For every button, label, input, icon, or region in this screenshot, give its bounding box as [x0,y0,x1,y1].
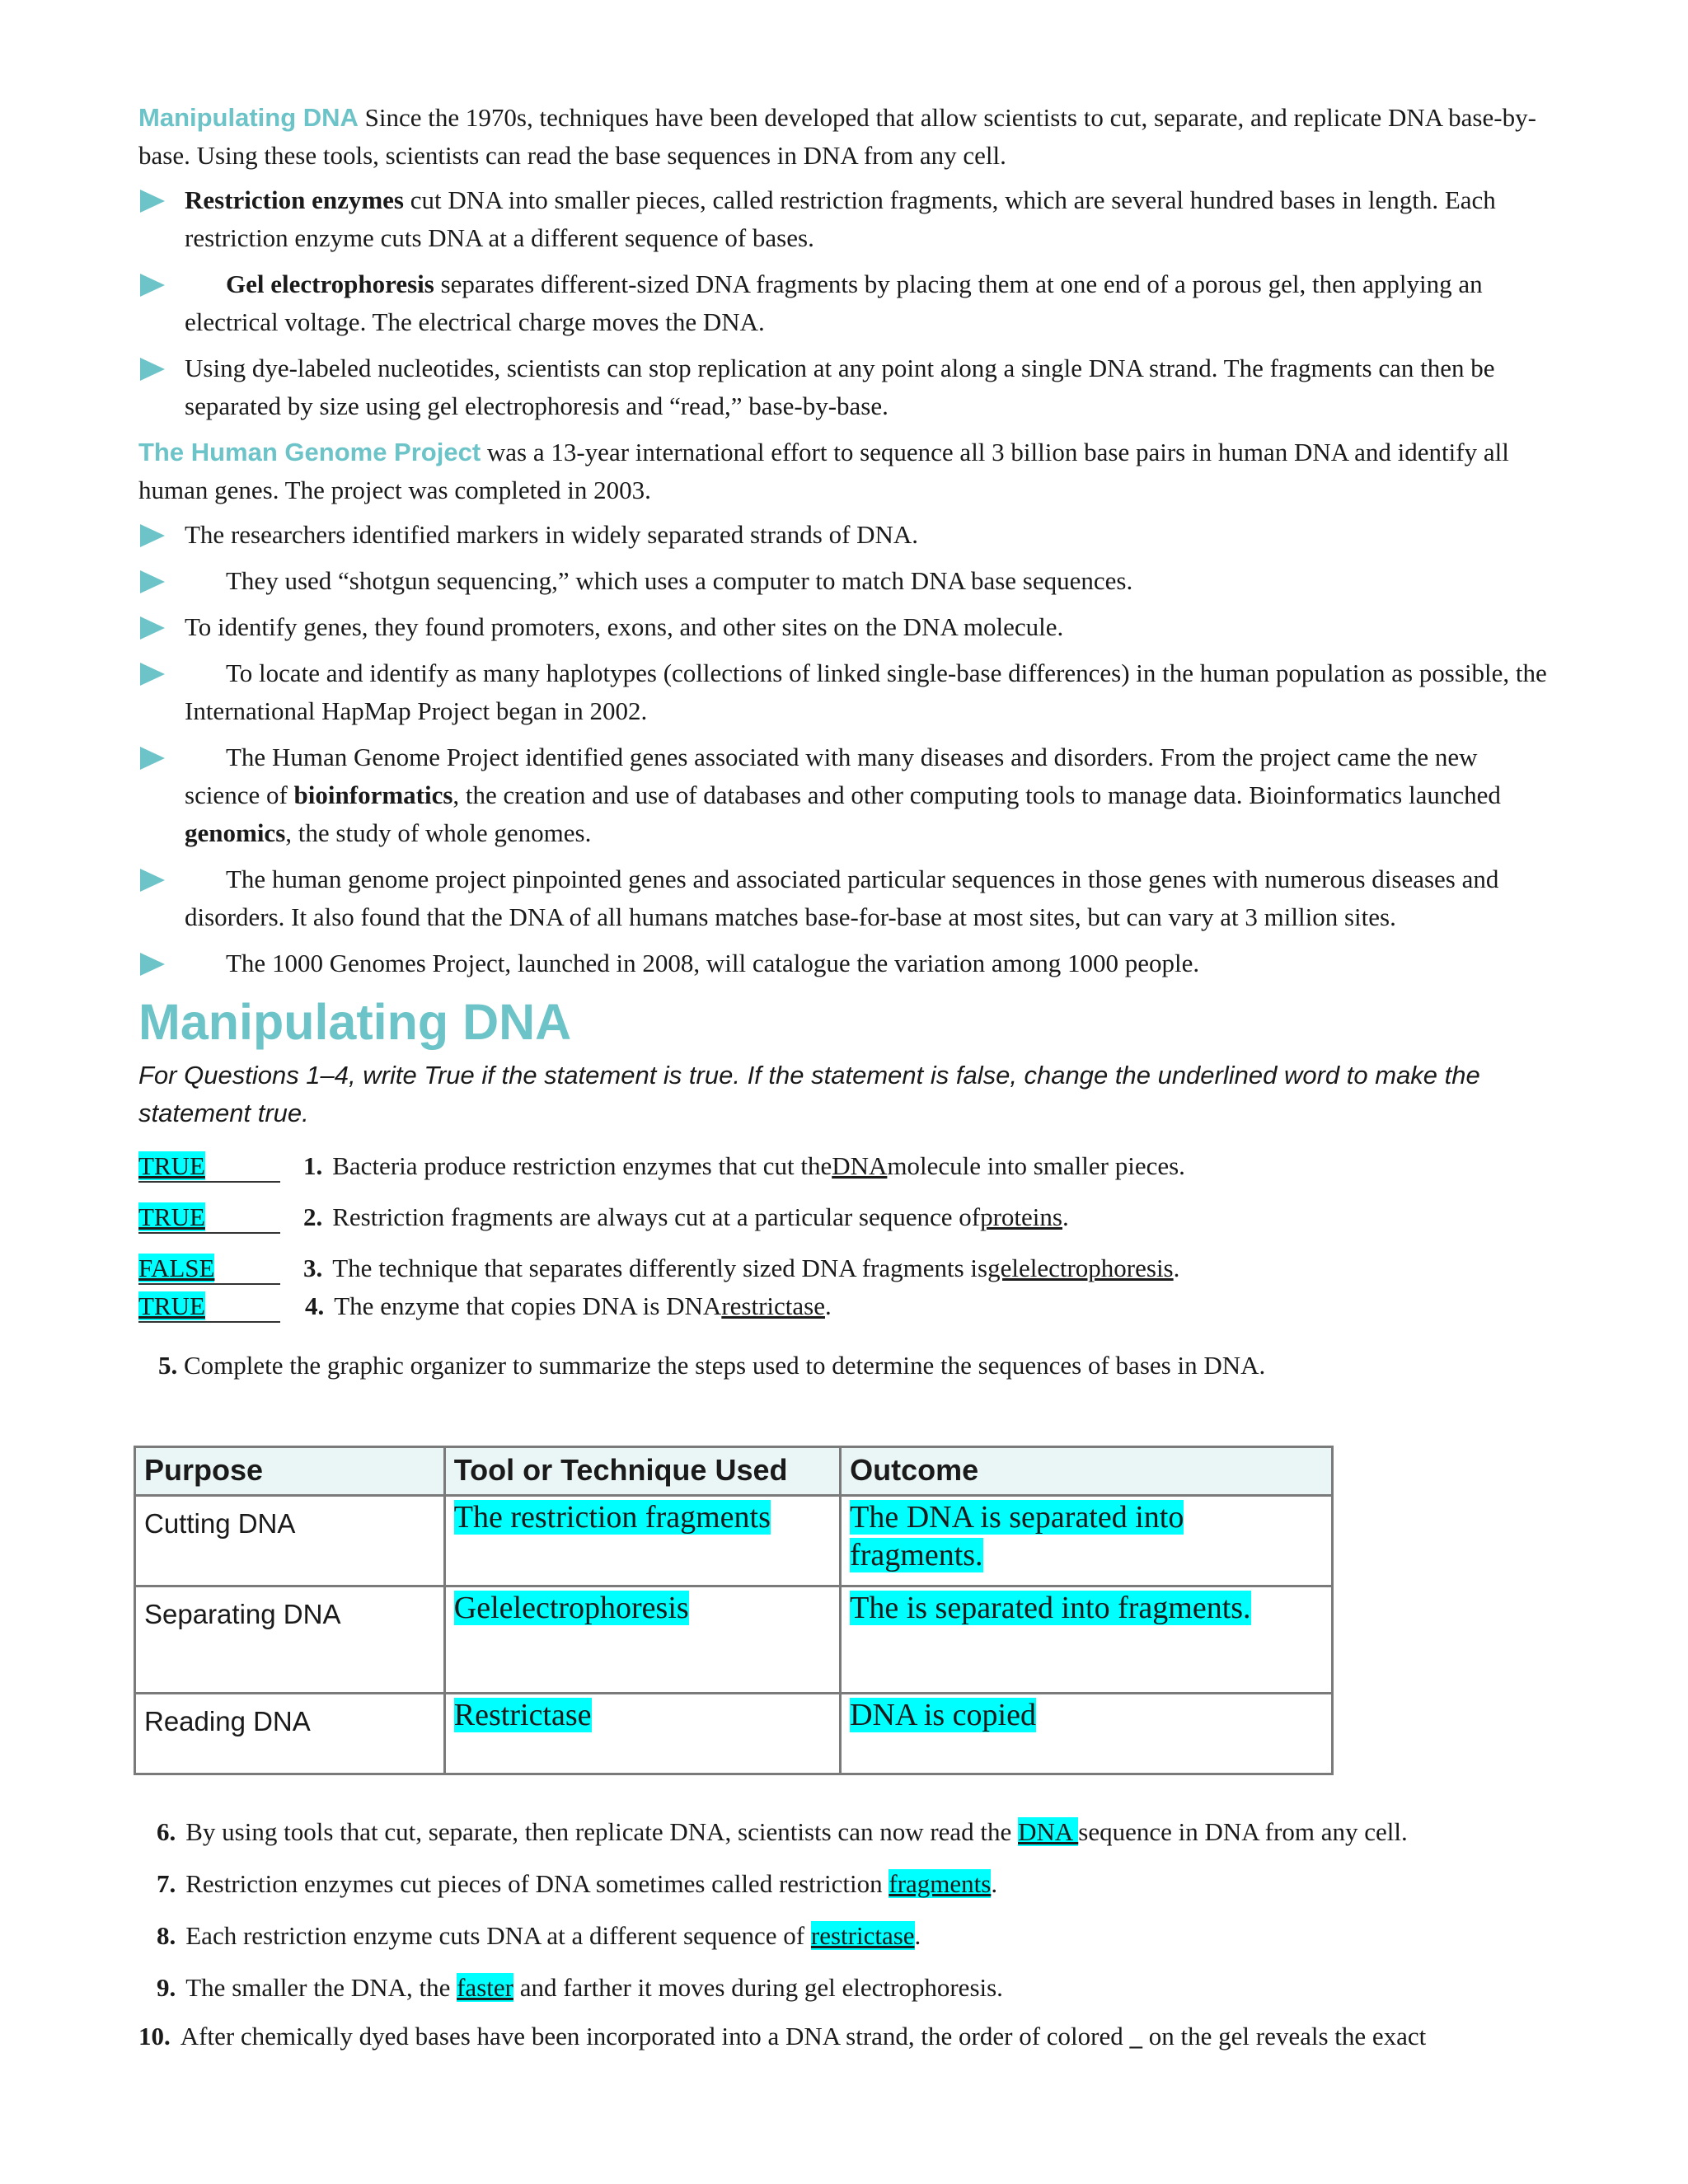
paragraph-manipulating-dna: Manipulating DNA Since the 1970s, techniques have been developed that allow scientists to cut, separate, and replicate DNA base-by-base. Using these tools, scientists can read the base sequences in DNA from any cell. [138,103,1536,170]
question-9: 9. The smaller the DNA, the faster and farther it moves during gel electrophoresis. [157,1973,1003,2002]
bullet-restriction-enzymes: Restriction enzymes cut DNA into smaller pieces, called restriction fragments, which are several hundred bases in length. Each restriction enzyme cuts DNA at a different sequence of bases. [138,181,1556,257]
answer-blank[interactable]: TRUE [138,1151,280,1183]
tf-question-2: TRUE 2. Restriction fragments are always cut at a particular sequence of proteins . [138,1198,1556,1249]
answer-blank[interactable]: restrictase [810,1921,915,1950]
table-row [135,1694,1333,1774]
answer-blank[interactable]: DNA [1018,1817,1079,1846]
question-5: 5. Complete the graphic organizer to summarize the steps used to determine the sequences of bases in DNA. [158,1351,1266,1380]
bullet-markers: The researchers identified markers in widely separated strands of DNA. [138,516,1556,554]
bullet-shotgun: They used “shotgun sequencing,” which uses a computer to match DNA base sequences. [138,562,1556,600]
bullet-triangle-icon [140,747,165,770]
answer-blank[interactable]: faster [457,1973,513,2002]
bullet-identify-genes: To identify genes, they found promoters, exons, and other sites on the DNA molecule. [138,608,1556,646]
cell-tool[interactable]: Restrictase [444,1694,840,1774]
bullet-bioinformatics: The Human Genome Project identified genes associated with many diseases and disorders. From the project came the new science of bioinformatics, the creation and use of databases and other computing tools to manage data. Bioinformatics launched genomics, the study of whole genomes. [138,738,1556,852]
bullet-gel-electrophoresis: Gel electrophoresis separates different-sized DNA fragments by placing them at one end of a porous gel, then applying an electrical voltage. The electrical charge moves the DNA. [138,265,1556,341]
tf-question-4: TRUE 4. The enzyme that copies DNA is DNA restrictase . [138,1287,1556,1338]
tf-question-3: FALSE 3. The technique that separates differently sized DNA fragments is gelelectrophoresis . [138,1249,1556,1287]
bullet-triangle-icon [140,274,165,297]
bullet-triangle-icon [140,663,165,686]
header-outcome: Outcome [841,1447,1333,1496]
answer-blank[interactable]: TRUE [138,1291,280,1323]
underlined-word: proteins [980,1202,1062,1231]
tf-question-1: TRUE 1. Bacteria produce restriction enzymes that cut the DNA molecule into smaller pieces. [138,1147,1556,1198]
instructions: For Questions 1–4, write True if the statement is true. If the statement is false, change the underlined word to make the statement true. [138,1061,1480,1127]
heading-human-genome-project: The Human Genome Project [138,438,481,466]
question-10: 10. After chemically dyed bases have been incorporated into a DNA strand, the order of colored _ on the gel reveals the exact [138,2022,1427,2050]
fill-in-questions [157,1813,1558,2021]
cell-tool[interactable]: The restriction fragments [444,1496,840,1586]
underlined-word: gelelectrophoresis [987,1254,1174,1282]
bullet-dye-labeled: Using dye-labeled nucleotides, scientists can stop replication at any point along a single DNA strand. The fragments can then be separated by size using gel electrophoresis and “read,” base-by-base. [138,349,1556,425]
bullet-1000-genomes: The 1000 Genomes Project, launched in 2008, will catalogue the variation among 1000 people. [138,944,1556,982]
bullet-triangle-icon [140,953,165,976]
bullet-triangle-icon [140,616,165,640]
heading-manipulating-dna: Manipulating DNA [138,103,359,132]
bullet-hapmap: To locate and identify as many haplotypes (collections of linked single-base differences) in the human population as possible, the International HapMap Project began in 2002. [138,654,1556,730]
question-6: 6. By using tools that cut, separate, then replicate DNA, scientists can now read the DNA sequence in DNA from any cell. [157,1817,1408,1846]
table-header-row [135,1447,1333,1496]
bullet-triangle-icon [140,190,165,213]
cell-purpose: Separating DNA [135,1586,445,1694]
cell-purpose: Cutting DNA [135,1496,445,1586]
header-purpose: Purpose [135,1447,445,1496]
cell-tool[interactable]: Gelelectrophoresis [444,1586,840,1694]
bullet-triangle-icon [140,570,165,593]
bullet-triangle-icon [140,524,165,547]
bullet-pinpointed: The human genome project pinpointed genes and associated particular sequences in those genes with numerous diseases and disorders. It also found that the DNA of all humans matches base-for-base at most sites, but can vary at 3 million sites. [138,860,1556,936]
underlined-word: restrictase [721,1291,825,1320]
table-row [135,1496,1333,1586]
answer-blank[interactable]: fragments [889,1869,992,1898]
cell-purpose: Reading DNA [135,1694,445,1774]
summary-section [138,99,1556,1385]
section-title: Manipulating DNA [138,994,572,1050]
graphic-organizer-table [134,1446,1334,1775]
answer-blank[interactable]: FALSE [138,1254,280,1285]
header-tool: Tool or Technique Used [444,1447,840,1496]
cell-outcome[interactable]: The DNA is separated into fragments. [841,1496,1333,1586]
bullet-triangle-icon [140,869,165,892]
true-false-questions [138,1147,1556,1338]
paragraph-human-genome-project: The Human Genome Project was a 13-year international effort to sequence all 3 billion base pairs in human DNA and identify all human genes. The project was completed in 2003. [138,438,1509,504]
cell-outcome[interactable]: The is separated into fragments. [841,1586,1333,1694]
table-row [135,1586,1333,1694]
bullet-triangle-icon [140,358,165,381]
answer-blank[interactable]: TRUE [138,1202,280,1234]
answer-blank[interactable]: _ [1129,2022,1142,2050]
question-8: 8. Each restriction enzyme cuts DNA at a different sequence of restrictase. [157,1921,921,1950]
cell-outcome[interactable]: DNA is copied [841,1694,1333,1774]
underlined-word: DNA [832,1151,888,1180]
question-7: 7. Restriction enzymes cut pieces of DNA sometimes called restriction fragments. [157,1869,998,1898]
